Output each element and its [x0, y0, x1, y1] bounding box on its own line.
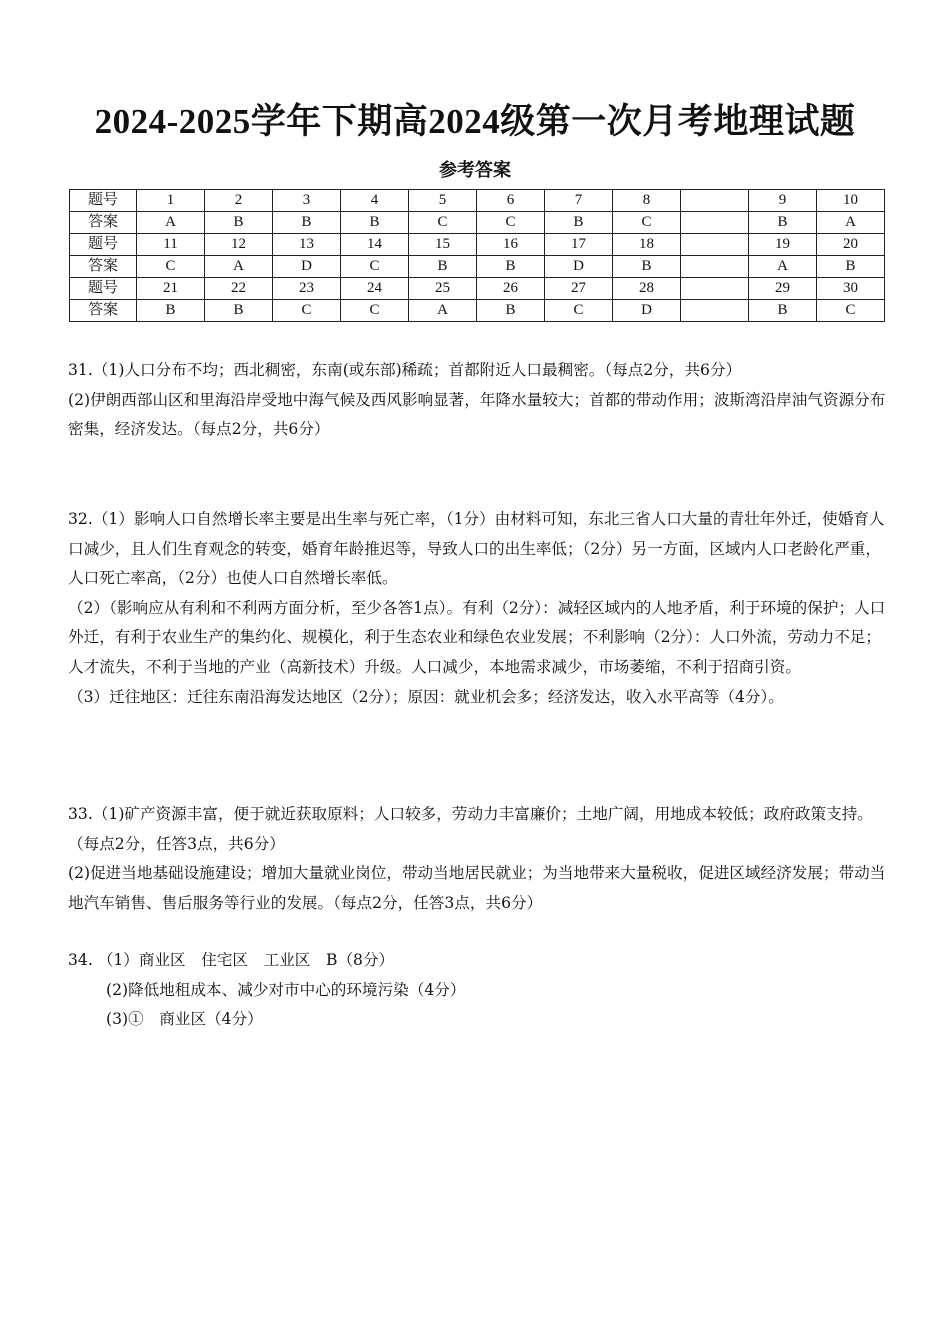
- table-row: [70, 256, 885, 278]
- table-cell: 4: [341, 190, 409, 212]
- table-cell: 16: [477, 234, 545, 256]
- table-cell: C: [341, 256, 409, 278]
- table-cell: 20: [817, 234, 885, 256]
- question-32-answer: [68, 505, 886, 712]
- table-cell: 12: [205, 234, 273, 256]
- table-cell: B: [749, 300, 817, 322]
- table-cell: 8: [613, 190, 681, 212]
- table-cell: [681, 190, 749, 212]
- page-subtitle: 参考答案: [439, 160, 511, 181]
- q31-part1: 31.（1)人口分布不均；西北稠密，东南(或东部)稀疏；首都附近人口最稠密。（每点2分，共6分）: [68, 361, 742, 379]
- table-cell: B: [477, 256, 545, 278]
- table-cell: D: [613, 300, 681, 322]
- table-cell: B: [341, 212, 409, 234]
- table-cell: C: [817, 300, 885, 322]
- table-cell: 25: [409, 278, 477, 300]
- table-cell: C: [137, 256, 205, 278]
- table-cell: [681, 256, 749, 278]
- page-title: 2024-2025学年下期高2024级第一次月考地理试题: [94, 102, 856, 141]
- table-cell: 18: [613, 234, 681, 256]
- table-cell: [681, 300, 749, 322]
- q33-part1: 33.（1)矿产资源丰富，便于就近获取原料；人口较多，劳动力丰富廉价；土地广阔，用地成本较低；政府政策支持。（每点2分，任答3点，共6分）: [68, 805, 873, 853]
- table-cell: B: [205, 300, 273, 322]
- question-31-answer: [68, 356, 886, 445]
- table-cell: 30: [817, 278, 885, 300]
- q34-part2: (2)降低地租成本、减少对市中心的环境污染（4分）: [106, 980, 466, 999]
- table-cell: 29: [749, 278, 817, 300]
- table-cell: 14: [341, 234, 409, 256]
- table-cell: 10: [817, 190, 885, 212]
- row-label: 题号: [70, 190, 137, 212]
- table-cell: [681, 278, 749, 300]
- table-cell: 3: [273, 190, 341, 212]
- table-cell: 19: [749, 234, 817, 256]
- table-cell: 22: [205, 278, 273, 300]
- table-cell: D: [273, 256, 341, 278]
- table-cell: B: [613, 256, 681, 278]
- table-cell: A: [137, 212, 205, 234]
- table-cell: 24: [341, 278, 409, 300]
- table-cell: C: [545, 300, 613, 322]
- table-cell: C: [273, 300, 341, 322]
- q34-part3: (3)① 商业区（4分）: [106, 1010, 263, 1029]
- table-cell: B: [137, 300, 205, 322]
- q32-part1: 32.（1）影响人口自然增长率主要是出生率与死亡率，（1分）由材料可知，东北三省人口大量的青壮年外迁，使婚育人口减少，且人们生育观念的转变，婚育年龄推迟等，导致人口的出生率低；（2分）另一方面，区域内人口老龄化严重，人口死亡率高，（2分）也使人口自然增长率低。: [68, 510, 885, 588]
- table-cell: B: [409, 256, 477, 278]
- q32-part2: （2）（影响应从有利和不利两方面分析，至少各答1点）。有利（2分）：减轻区域内的人地矛盾，利于环境的保护；人口外迁，有利于农业生产的集约化、规模化，利于生态农业和绿色农业发展；不利影响（2分）：人口外流，劳动力不足；人才流失，不利于当地的产业（高新技术）升级。人口减少，本地需求减少，市场萎缩，不利于招商引资。: [68, 598, 886, 676]
- table-row: [70, 300, 885, 322]
- table-cell: 26: [477, 278, 545, 300]
- answer-table: [69, 189, 885, 322]
- q34-part1: 34. （1）商业区 住宅区 工业区 B（8分）: [68, 951, 395, 969]
- table-cell: 28: [613, 278, 681, 300]
- table-cell: C: [341, 300, 409, 322]
- table-row: [70, 278, 885, 300]
- q31-part2: (2)伊朗西部山区和里海沿岸受地中海气候及西风影响显著，年降水量较大；首都的带动作用；波斯湾沿岸油气资源分布密集，经济发达。（每点2分，共6分）: [68, 390, 886, 439]
- table-cell: 21: [137, 278, 205, 300]
- q32-part3: （3）迁往地区：迁往东南沿海发达地区（2分）；原因：就业机会多；经济发达，收入水平高等（4分）。: [68, 687, 784, 706]
- table-cell: 11: [137, 234, 205, 256]
- table-cell: 2: [205, 190, 273, 212]
- table-cell: 9: [749, 190, 817, 212]
- table-cell: 17: [545, 234, 613, 256]
- table-cell: B: [545, 212, 613, 234]
- question-34-answer: [68, 946, 886, 1035]
- table-cell: 23: [273, 278, 341, 300]
- table-cell: A: [205, 256, 273, 278]
- table-cell: 15: [409, 234, 477, 256]
- table-cell: B: [817, 256, 885, 278]
- table-cell: 7: [545, 190, 613, 212]
- table-cell: C: [477, 212, 545, 234]
- table-cell: 1: [137, 190, 205, 212]
- table-row: [70, 190, 885, 212]
- row-label: 答案: [70, 212, 137, 234]
- table-row: [70, 234, 885, 256]
- q33-part2: (2)促进当地基础设施建设；增加大量就业岗位，带动当地居民就业；为当地带来大量税收，促进区域经济发展；带动当地汽车销售、售后服务等行业的发展。（每点2分，任答3点，共6分）: [68, 864, 886, 912]
- table-cell: A: [749, 256, 817, 278]
- table-cell: C: [613, 212, 681, 234]
- table-row: [70, 212, 885, 234]
- table-cell: 27: [545, 278, 613, 300]
- table-cell: D: [545, 256, 613, 278]
- table-cell: A: [817, 212, 885, 234]
- row-label: 题号: [70, 234, 137, 256]
- table-cell: B: [477, 300, 545, 322]
- table-cell: B: [205, 212, 273, 234]
- table-cell: A: [409, 300, 477, 322]
- table-cell: 6: [477, 190, 545, 212]
- table-cell: B: [273, 212, 341, 234]
- row-label: 题号: [70, 278, 137, 300]
- table-cell: [681, 234, 749, 256]
- table-cell: [681, 212, 749, 234]
- table-cell: B: [749, 212, 817, 234]
- table-cell: C: [409, 212, 477, 234]
- table-cell: 5: [409, 190, 477, 212]
- question-33-answer: [68, 800, 886, 918]
- row-label: 答案: [70, 300, 137, 322]
- row-label: 答案: [70, 256, 137, 278]
- table-cell: 13: [273, 234, 341, 256]
